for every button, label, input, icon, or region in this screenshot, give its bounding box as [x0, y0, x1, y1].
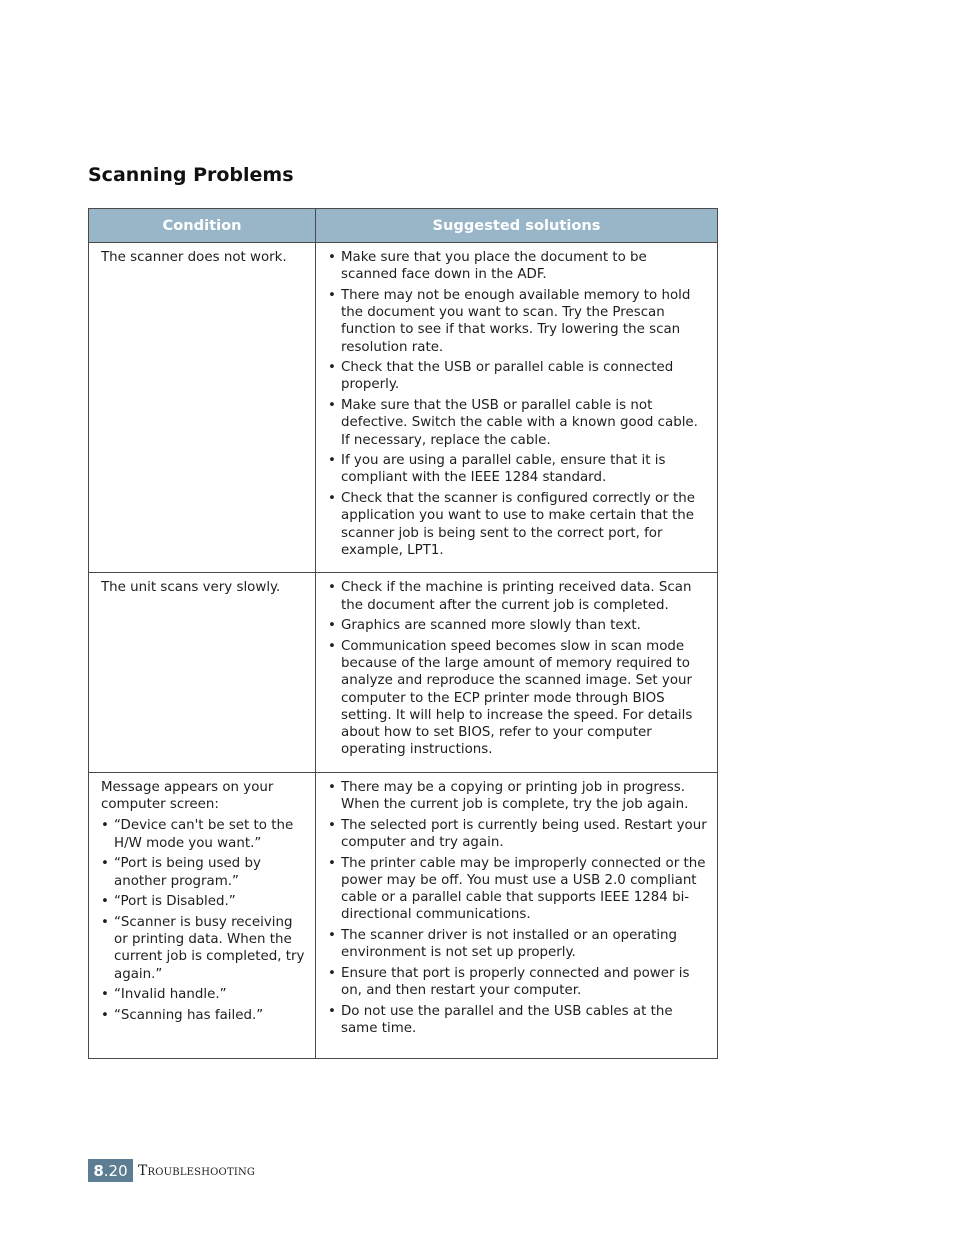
condition-text: The unit scans very slowly. — [101, 580, 281, 596]
condition-cell — [89, 243, 316, 573]
header-condition: Condition — [89, 209, 316, 243]
condition-text: The scanner does not work. — [101, 250, 287, 265]
message-item: • “Scanning has failed.” — [101, 1007, 264, 1023]
solution-item: • If you are using a parallel cable, ensure that it is compliant with the IEEE 1284 standard. — [328, 453, 666, 486]
solution-item: • The scanner driver is not installed or an operating environment is not set up properly. — [328, 928, 678, 961]
solutions-cell — [316, 772, 718, 1058]
message-item: • “Port is Disabled.” — [101, 894, 236, 910]
solution-item: • Make sure that you place the document to be scanned face down in the ADF. — [328, 250, 647, 283]
message-item: • “Device can't be set to the H/W mode you want.” — [101, 818, 294, 851]
chapter-number: 8 — [93, 1161, 104, 1180]
scanning-problems-table — [88, 208, 718, 1059]
table-row — [89, 772, 718, 1058]
message-item: • “Scanner is busy receiving or printing data. When the current job is completed, try again.” — [101, 914, 305, 982]
header-suggested-solutions: Suggested solutions — [316, 209, 718, 243]
solution-item: • Check that the USB or parallel cable is connected properly. — [328, 360, 674, 393]
solution-item: • Do not use the parallel and the USB cables at the same time. — [328, 1003, 673, 1037]
solutions-list — [328, 779, 707, 1037]
section-title: Scanning Problems — [88, 164, 294, 186]
table-row — [89, 573, 718, 773]
solution-item: • The selected port is currently being used. Restart your computer and try again. — [328, 817, 707, 851]
solution-item: • Graphics are scanned more slowly than text. — [328, 618, 641, 634]
table-header-row — [89, 209, 718, 243]
solution-item: • The printer cable may be improperly connected or the power may be off. You must use a USB 2.0 compliant cable or a parallel cable that supports IEEE 1284 bi-directional communications. — [328, 855, 706, 923]
solutions-cell — [316, 573, 718, 773]
condition-cell — [89, 772, 316, 1058]
solutions-list — [328, 579, 707, 758]
message-item: • “Invalid handle.” — [101, 987, 227, 1003]
page-number: .20 — [103, 1161, 128, 1180]
condition-cell — [89, 573, 316, 773]
solution-item: • Make sure that the USB or parallel cable is not defective. Switch the cable with a known good cable. If necessary, replace the cable. — [328, 398, 698, 448]
solution-item: • Check if the machine is printing received data. Scan the document after the current job is completed. — [328, 580, 692, 613]
solution-item: • There may not be enough available memory to hold the document you want to scan. Try the Prescan function to see if that works. Try lowering the scan resolution rate. — [328, 287, 691, 355]
page-footer — [88, 1159, 255, 1182]
chapter-label: Troubleshooting — [138, 1162, 256, 1179]
message-item: • “Port is being used by another program.” — [101, 856, 261, 889]
condition-text: Message appears on your computer screen: — [101, 779, 274, 813]
solutions-cell — [316, 243, 718, 573]
message-list — [101, 817, 305, 1024]
table-row — [89, 243, 718, 573]
solutions-list — [328, 249, 707, 559]
solution-item: • Ensure that port is properly connected and power is on, and then restart your computer. — [328, 966, 690, 999]
solution-item: • There may be a copying or printing job in progress. When the current job is complete, try the job again. — [328, 779, 689, 813]
solution-item: • Communication speed becomes slow in scan mode because of the large amount of memory required to analyze and reproduce the scanned image. Set your computer to the ECP printer mode through BIOS setting. It will help to increase the speed. For details about how to set BIOS, refer to your computer operating instructions. — [328, 639, 693, 758]
solution-item: • Check that the scanner is configured correctly or the application you want to use to make certain that the scanner job is being sent to the correct port, for example, LPT1. — [328, 491, 695, 558]
page-number-badge — [88, 1159, 133, 1182]
